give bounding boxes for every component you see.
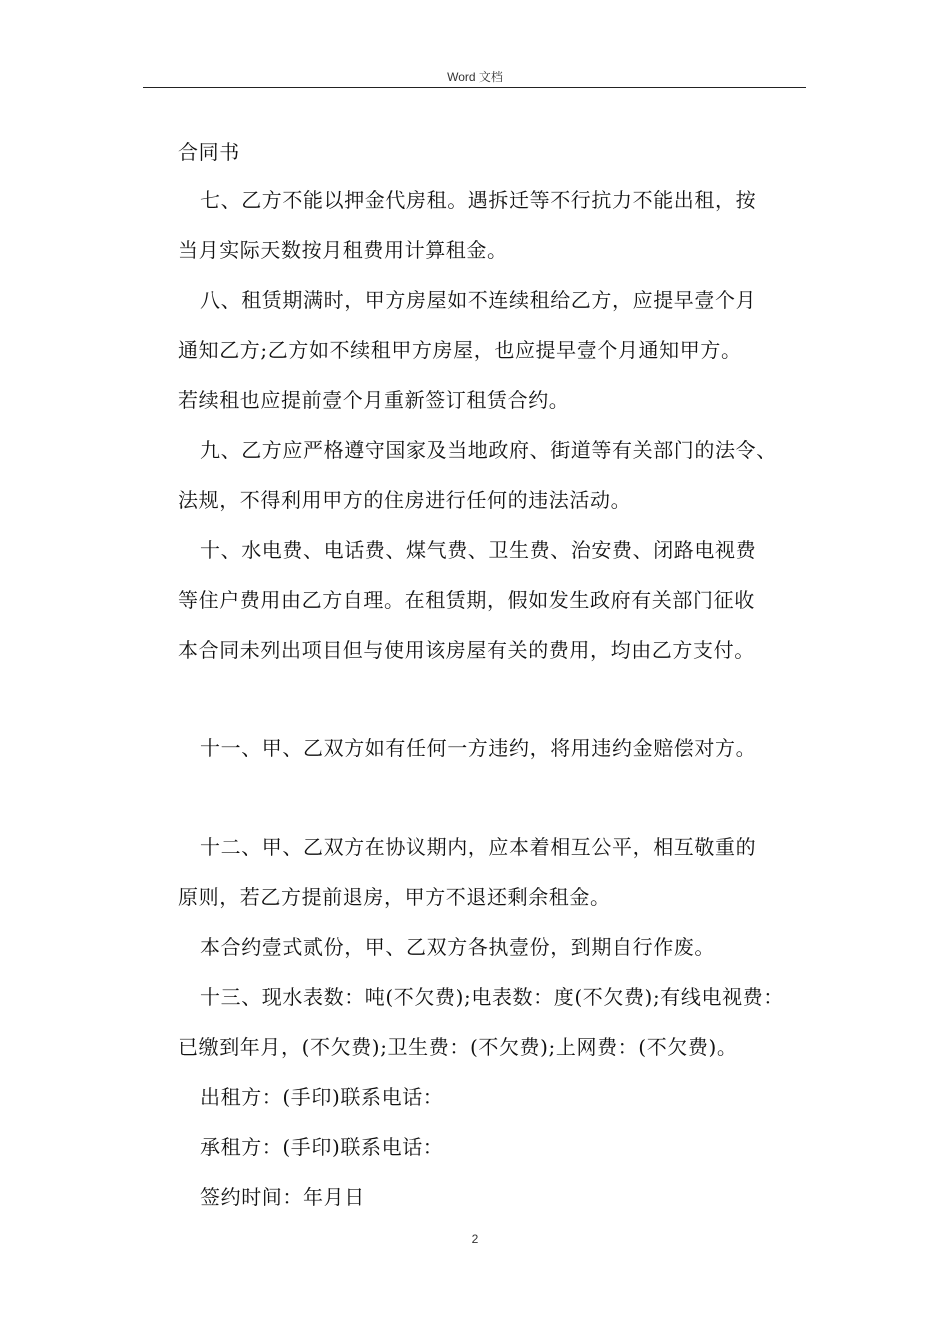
lessor-signature-line: 出租方：(手印)联系电话：	[200, 1085, 444, 1109]
clause-9-line-2: 法规，不得利用甲方的住房进行任何的违法活动。	[178, 488, 632, 512]
lessee-signature-line: 承租方：(手印)联系电话：	[200, 1135, 444, 1159]
clause-8-line-3: 若续租也应提前壹个月重新签订租赁合约。	[178, 388, 570, 412]
clause-7-line-2: 当月实际天数按月租费用计算租金。	[178, 238, 508, 262]
header-divider	[143, 87, 806, 88]
document-title: 合同书	[178, 140, 240, 164]
header-title: Word 文档	[447, 70, 503, 84]
clause-11: 十一、甲、乙双方如有任何一方违约，将用违约金赔偿对方。	[200, 736, 757, 760]
clause-10-line-1: 十、水电费、电话费、煤气费、卫生费、治安费、闭路电视费	[200, 538, 757, 562]
clause-8-line-2: 通知乙方;乙方如不续租甲方房屋，也应提早壹个月通知甲方。	[178, 338, 742, 362]
clause-10-line-2: 等住户费用由乙方自理。在租赁期，假如发生政府有关部门征收	[178, 588, 755, 612]
clause-13-line-2: 已缴到年月，(不欠费);卫生费：(不欠费);上网费：(不欠费)。	[178, 1035, 738, 1059]
clause-7-line-1: 七、乙方不能以押金代房租。遇拆迁等不行抗力不能出租，按	[200, 188, 757, 212]
clause-13-line-1: 十三、现水表数：吨(不欠费);电表数：度(不欠费);有线电视费：	[200, 985, 784, 1009]
clause-12-line-1: 十二、甲、乙双方在协议期内，应本着相互公平，相互敬重的	[200, 835, 757, 859]
clause-10-line-3: 本合同未列出项目但与使用该房屋有关的费用，均由乙方支付。	[178, 638, 755, 662]
copies-statement: 本合约壹式贰份，甲、乙双方各执壹份，到期自行作废。	[200, 935, 715, 959]
clause-12-line-2: 原则，若乙方提前退房，甲方不退还剩余租金。	[178, 885, 611, 909]
clause-8-line-1: 八、租赁期满时，甲方房屋如不连续租给乙方，应提早壹个月	[200, 288, 757, 312]
signing-date-line: 签约时间：年月日	[200, 1185, 365, 1209]
page-number: 2	[471, 1232, 479, 1246]
clause-9-line-1: 九、乙方应严格遵守国家及当地政府、街道等有关部门的法令、	[200, 438, 777, 462]
